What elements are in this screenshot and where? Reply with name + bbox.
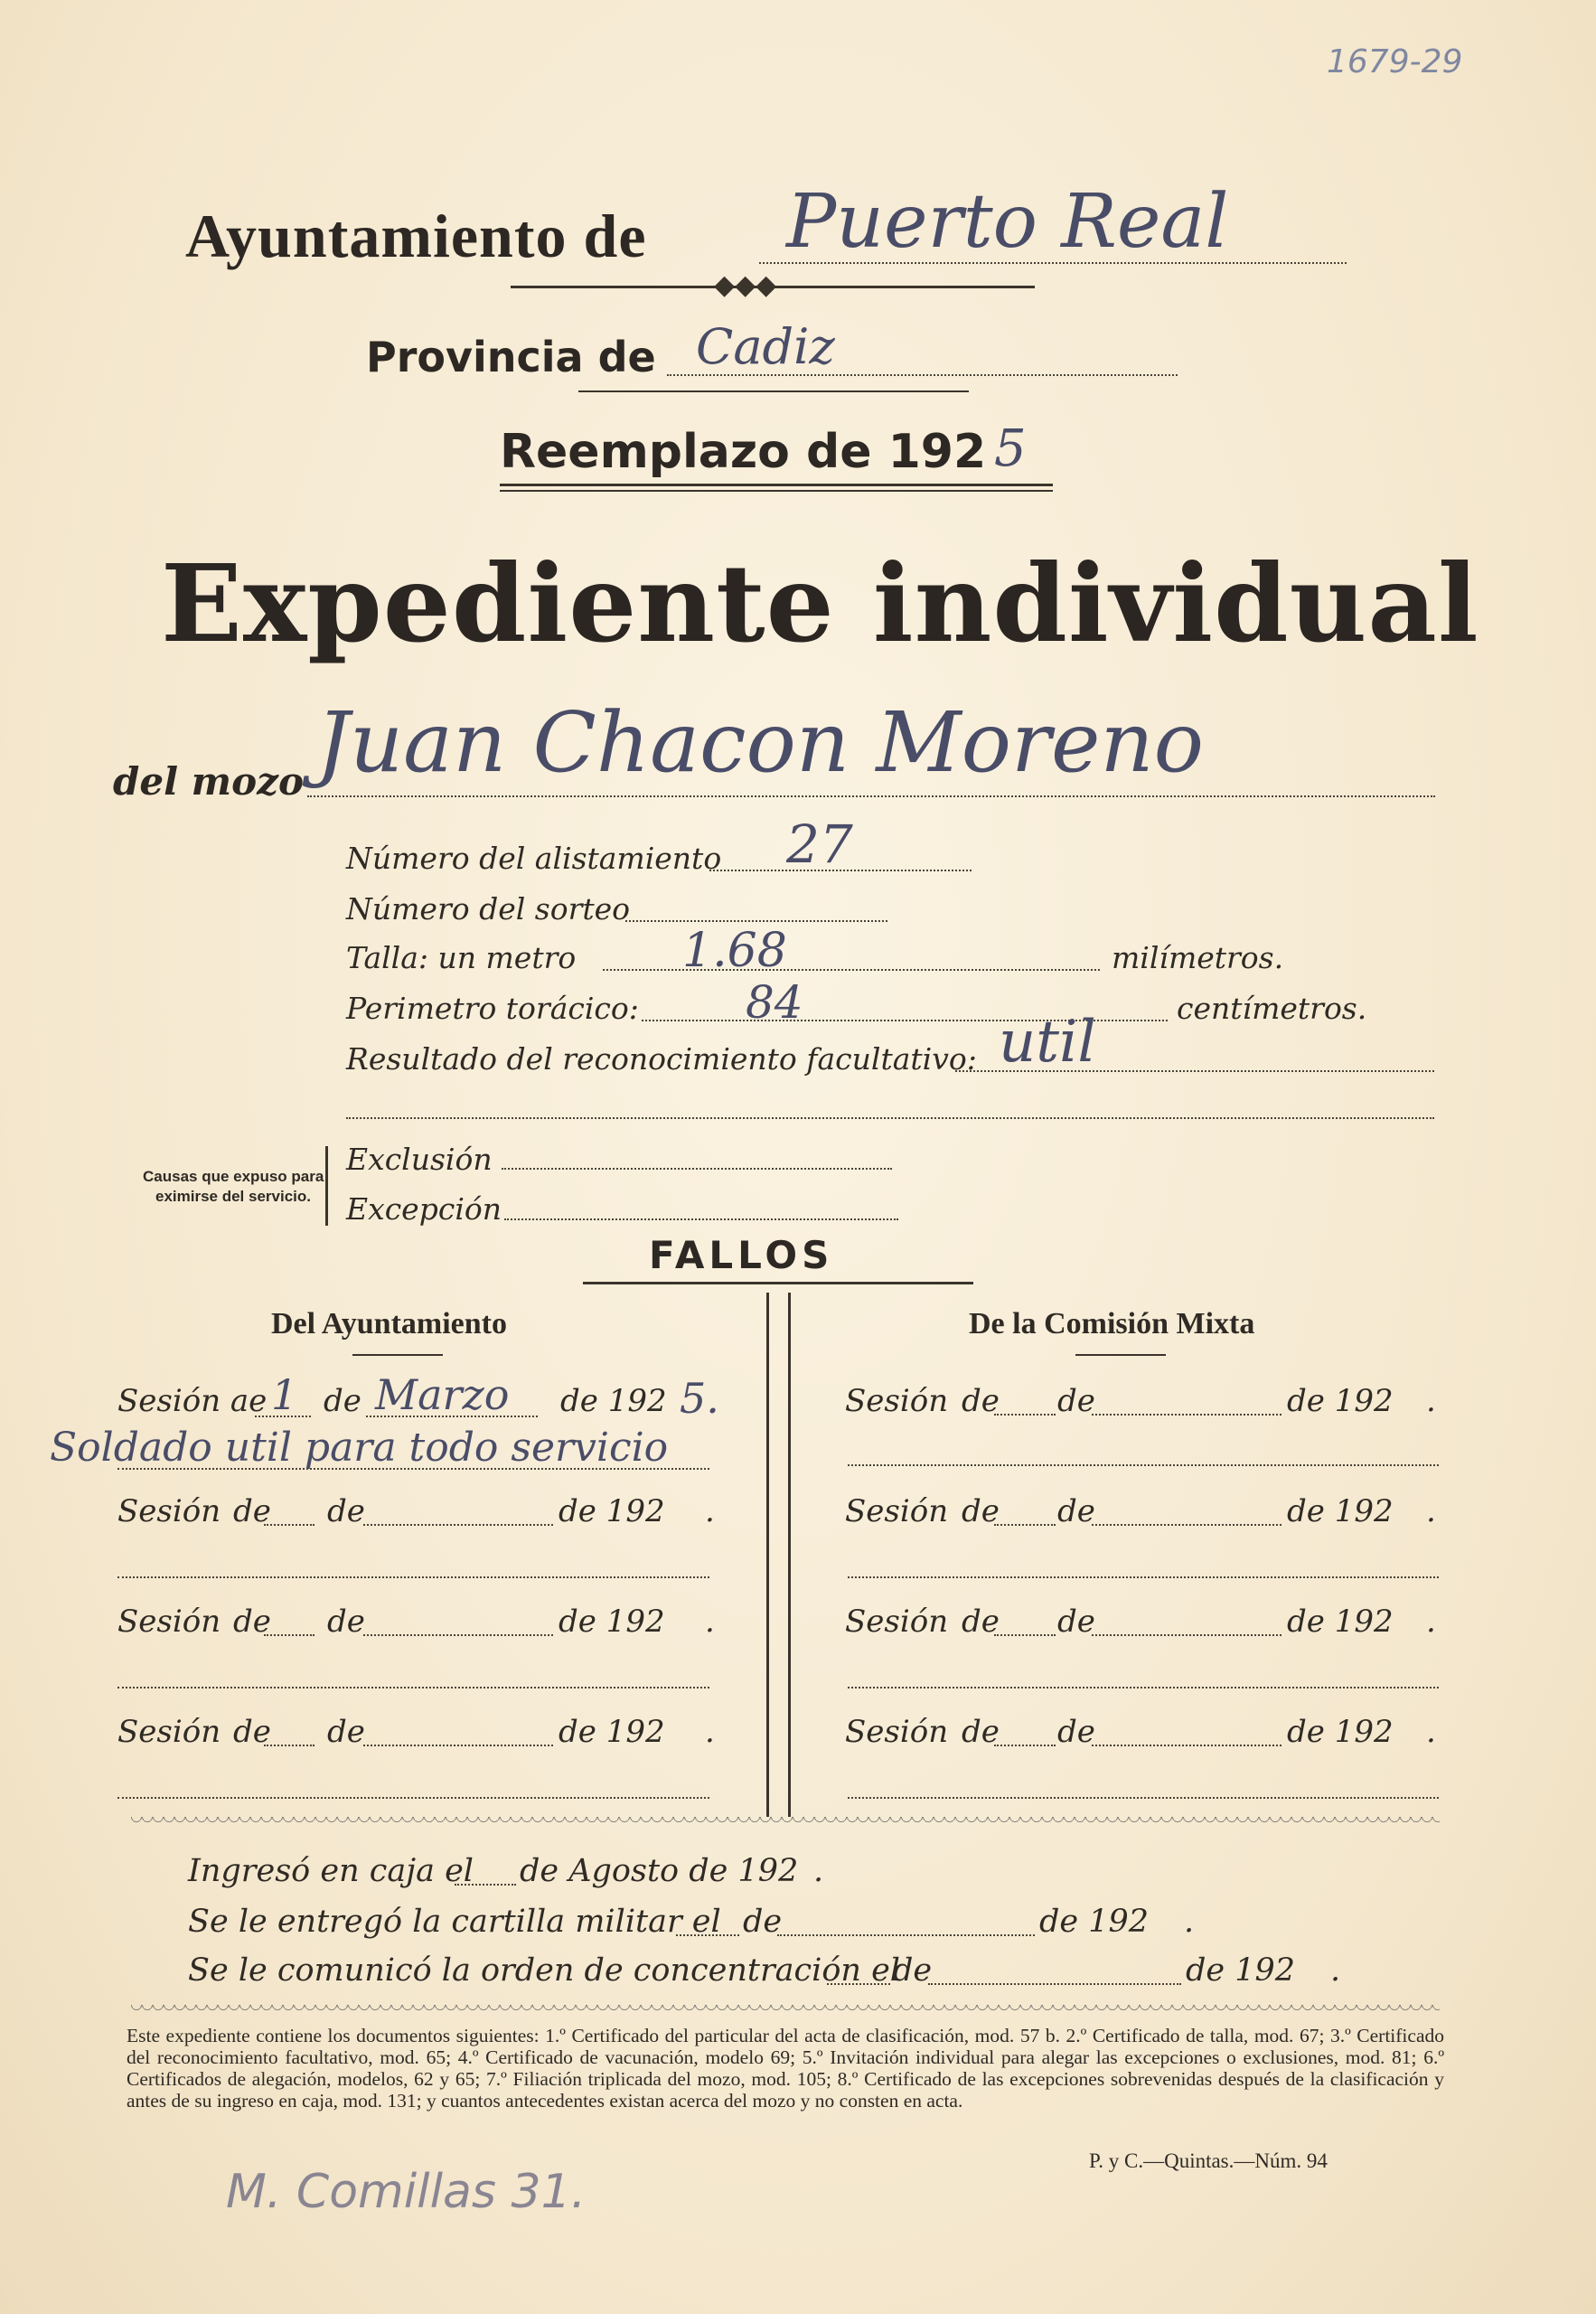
left-session-2-year: de 192 [559,1493,665,1529]
left-session-2-label: Sesión [117,1493,221,1529]
resultado-value: util [999,1009,1096,1076]
ayuntamiento-value: Puerto Real [786,179,1229,265]
left-session-3-label: Sesión [117,1604,221,1640]
left-session-3-year: de 192 [559,1604,665,1640]
alistamiento-label: Número del alistamiento [346,841,722,876]
ingreso-line3-b: de [893,1952,933,1989]
footer-contents: Este expediente contiene los documentos siguientes: 1.º Certificado del particular del acta de clasificación, mod. 57 b. 2.º Certificado de talla, mod. 67; 3.º Certificado del reconocimiento facultativo, mod. 65; 4.º Certificado de vacunación, modelo 69; 5.º Invitación individual para alegar las excepciones o exclusiones, mod. 81; 6.º Certificados de alegación, modelos, 62 y 65; 7.º Filiación triplicada del mozo, mod. 105; 8.º Certificado de las excepciones sobrevenidas después de la clasificación y antes de su ingreso en caja, mod. 131; y cuantos antecedentes existan acerca del mozo y no consten en acta. [127,2025,1444,2112]
reemplazo-label: Reemplazo de 192 [500,425,987,479]
left-session-4-year: de 192 [559,1714,665,1750]
document-page: 1679-29 Ayuntamiento de Puerto Real ◆◆◆ Provincia de Cadiz Reemplazo de 192 5 Expediente individual del mozo Juan Chacon Moreno Número del alistamiento 27 Número del sorteo Talla: un metro 1.68 milímetros. Perimetro torácico: 84 centímetros. Resultado del reconocimiento facultativo: util Causas que expuso para eximirse del servicio. Exclusión Excepción FALLOS Del Ayuntamiento De la Comisión Mixta Sesión ae 1 de Marzo de 192 5. Soldado util para todo servicio Sesión de de de 192 . Sesión de de de 192 . Sesión de de de 192 . Sesión de de de 192 . Sesión de de de 192 . Sesión de de de 192 . Sesión de de de 192 . Ingresó en caja el de Agosto de 192 . Se le entregó la cartilla militar el de de 192 . Se le comunicó la orden de concentración el de de 192 . Este expediente contiene los documentos siguientes: 1.º Certificado del particular del acta de clasificación, mod. 57 b. 2.º Certificado de talla, mod. 67; 3.º Certificado del reconocimiento facultativo, mod. 65; 4.º Certificado de vacunación, modelo 69; 5.º Invitación individual para alegar las excepciones o exclusiones, mod. 81; 6.º Certificados de alegación, modelos, 62 y 65; 7.º Filiación triplicada del mozo, mod. 105; 8.º Certificado de las excepciones sobrevenidas después de la clasificación y antes de su ingreso en caja, mod. 131; y cuantos antecedentes existan acerca del mozo y no consten en acta. P. y C.—Quintas.—Núm. 94 M. Comillas 31. [0,0,1596,2314]
ingreso-line1-b: de Agosto de 192 [520,1853,799,1889]
right-session-1-label: Sesión [845,1383,949,1419]
archive-number: 1679-29 [1327,43,1463,80]
left-session-4-label: Sesión [117,1714,221,1750]
right-header: De la Comisión Mixta [969,1307,1255,1340]
wavy-divider-1 [131,1817,1440,1826]
left-session-1-de: de [324,1383,361,1419]
provincia-underline [578,390,969,392]
perimetro-unit: centímetros. [1177,991,1367,1026]
ornament-center: ◆◆◆ [714,269,777,301]
right-session-2-year: de 192 [1287,1493,1394,1529]
ingreso-line2-b: de [743,1904,783,1940]
pencil-note: M. Comillas 31. [226,2165,587,2219]
column-divider-1 [766,1293,769,1817]
ingreso-line1-a: Ingresó en caja el [188,1853,474,1889]
right-session-3-year: de 192 [1287,1604,1394,1640]
exclusion-label: Exclusión [346,1142,493,1177]
document-title: Expediente individual [161,541,1479,666]
left-session-1-verdict: Soldado util para todo servicio [50,1425,669,1471]
mozo-name: Juan Chacon Moreno [316,694,1205,791]
right-session-1-year: de 192 [1287,1383,1394,1419]
provincia-value: Cadiz [696,318,835,375]
column-divider-2 [788,1293,791,1817]
causas-note-1: Causas que expuso para [143,1168,324,1185]
left-session-1-year: de 192 [560,1383,667,1419]
ingreso-line3-c: de 192 [1186,1952,1296,1989]
printer-mark: P. y C.—Quintas.—Núm. 94 [1089,2149,1328,2172]
left-session-1-month: Marzo [375,1370,510,1419]
perimetro-label: Perimetro torácico: [346,991,639,1026]
left-header: Del Ayuntamiento [271,1307,507,1340]
reemplazo-value: 5 [994,419,1027,478]
talla-unit: milímetros. [1112,940,1284,975]
right-session-2-label: Sesión [845,1493,949,1529]
causas-note-2: eximirse del servicio. [155,1188,311,1205]
fallos-underline [583,1282,973,1284]
ayuntamiento-label: Ayuntamiento de [185,202,647,270]
excepcion-label: Excepción [346,1191,502,1227]
provincia-label: Provincia de [366,333,656,381]
ingreso-line2-c: de 192 [1039,1904,1150,1940]
ingreso-line2-a: Se le entregó la cartilla militar el [188,1904,721,1940]
left-session-1-prefix: Sesión ae [117,1383,268,1419]
wavy-divider-2 [131,2005,1440,2014]
causas-bracket [325,1146,328,1226]
fallos-title: FALLOS [649,1233,834,1277]
talla-value: 1.68 [682,924,787,978]
left-session-1-year-suffix: 5. [680,1374,719,1423]
talla-label: Talla: un metro [346,940,577,975]
perimetro-value: 84 [746,976,803,1029]
resultado-label: Resultado del reconocimiento facultativo: [346,1041,977,1077]
reemplazo-underline [500,484,1053,486]
mozo-label: del mozo [113,759,304,804]
right-session-4-label: Sesión [845,1714,949,1750]
ingreso-line3-a: Se le comunicó la orden de concentración el [188,1952,900,1989]
right-session-3-label: Sesión [845,1604,949,1640]
alistamiento-value: 27 [786,814,853,875]
left-session-1-day: 1 [271,1370,298,1419]
right-session-4-year: de 192 [1287,1714,1394,1750]
sorteo-label: Número del sorteo [346,891,631,927]
